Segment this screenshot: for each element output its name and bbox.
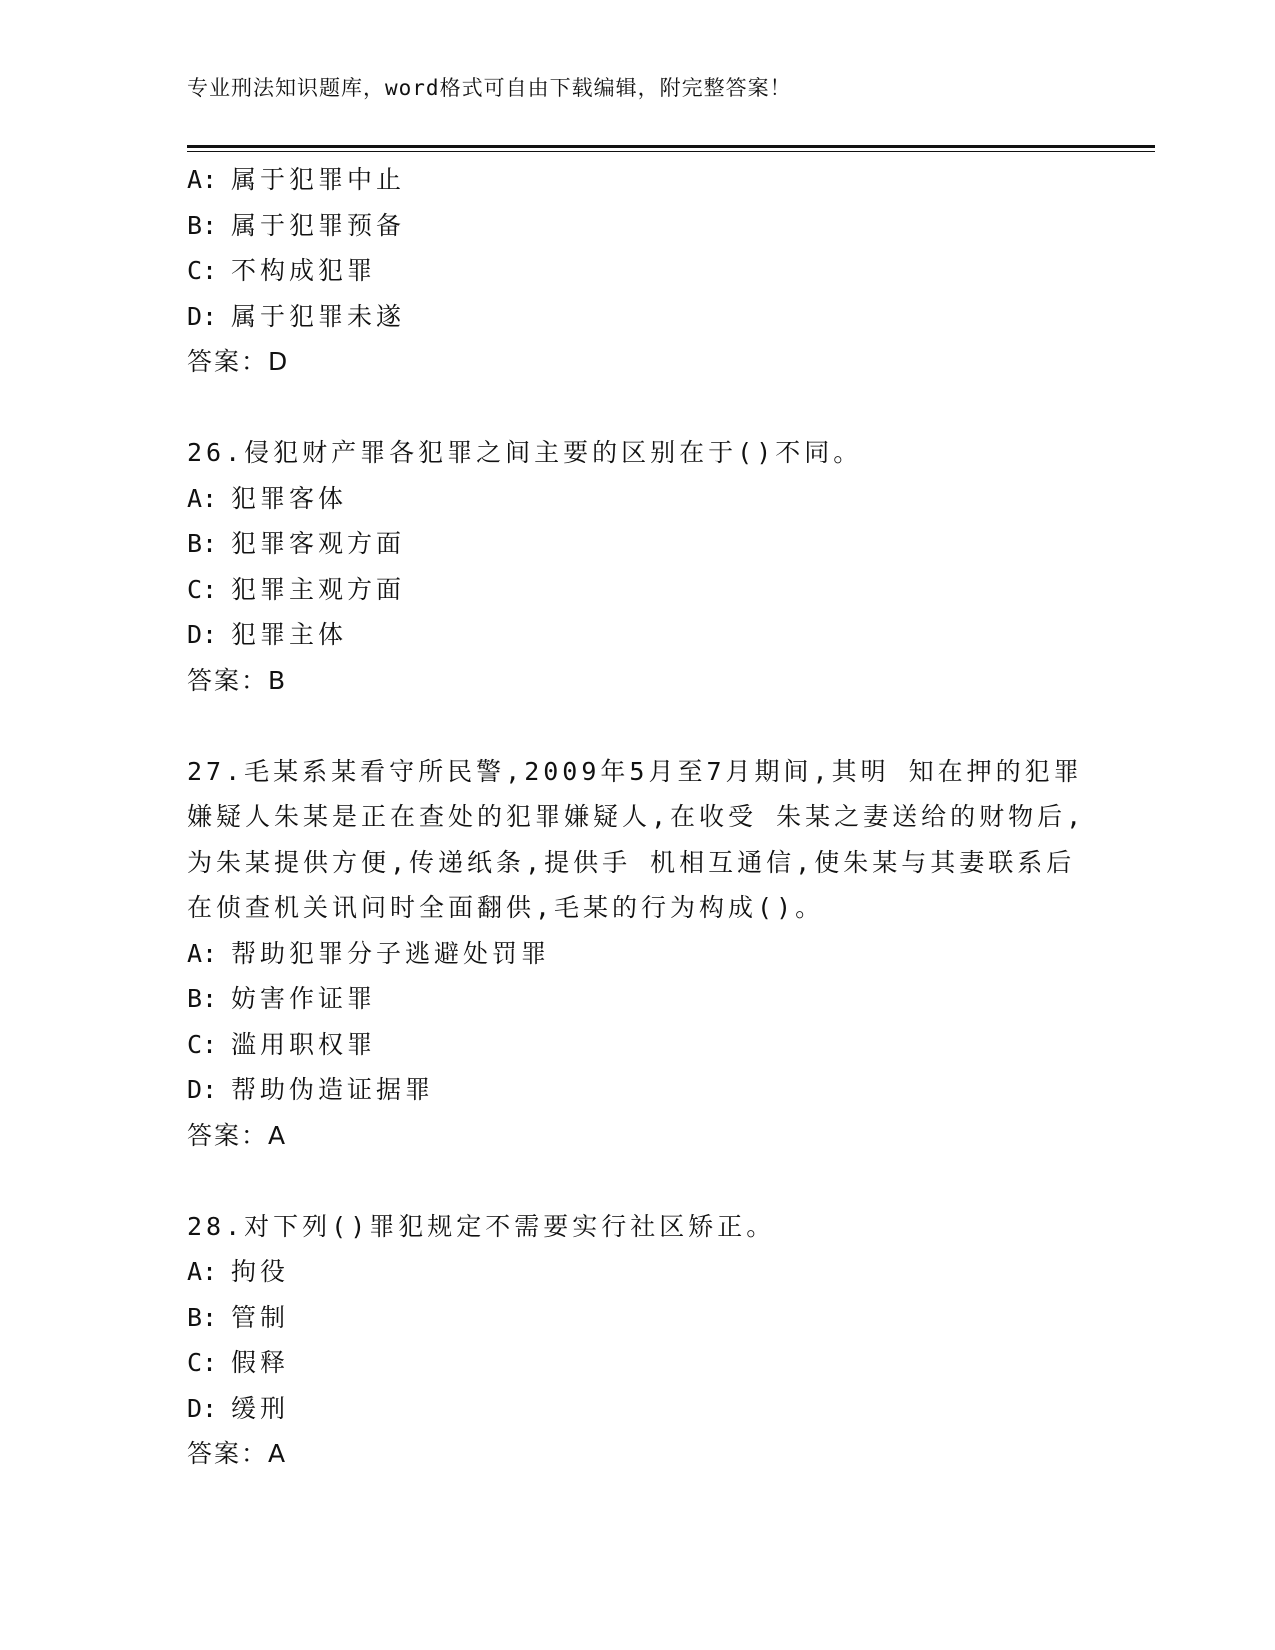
option-a: A: 属于犯罪中止	[187, 165, 406, 194]
option-b: B: 管制	[187, 1302, 290, 1332]
answer-line: 答案：A	[187, 1439, 288, 1468]
answer-line: 答案：B	[187, 665, 288, 695]
option-d: D: 缓刑	[187, 1393, 290, 1423]
header-rule-thick	[187, 145, 1155, 148]
option-c: C: 犯罪主观方面	[187, 574, 406, 604]
question-26	[187, 430, 1147, 703]
option-c: C: 不构成犯罪	[187, 256, 377, 285]
option-d: D: 属于犯罪未遂	[187, 301, 406, 331]
option-b: B: 属于犯罪预备	[187, 210, 406, 240]
question-stem: 26.侵犯财产罪各犯罪之间主要的区别在于()不同。	[187, 438, 863, 467]
answer-line: 答案：A	[187, 1120, 288, 1150]
question-stem: 28.对下列()罪犯规定不需要实行社区矫正。	[187, 1211, 776, 1241]
option-b: B: 犯罪客观方面	[187, 529, 406, 558]
option-c: C: 假释	[187, 1348, 290, 1377]
question-25-options	[187, 157, 1147, 385]
question-stem: 27.毛某系某看守所民警,2009年5月至7月期间,其明 知在押的犯罪	[187, 756, 1083, 786]
question-stem: 嫌疑人朱某是正在查处的犯罪嫌疑人,在收受 朱某之妻送给的财物后,	[187, 802, 1086, 831]
question-28	[187, 1204, 1147, 1477]
answer-line: 答案：D	[187, 347, 290, 376]
option-b: B: 妨害作证罪	[187, 984, 377, 1013]
header-rule-thin	[187, 151, 1155, 152]
option-a: A: 帮助犯罪分子逃避处罚罪	[187, 938, 551, 968]
question-list	[187, 157, 1147, 1477]
option-a: A: 拘役	[187, 1257, 290, 1286]
question-stem: 为朱某提供方便,传递纸条,提供手 机相互通信,使朱某与其妻联系后	[187, 847, 1076, 877]
question-stem: 在侦查机关讯问时全面翻供,毛某的行为构成()。	[187, 893, 825, 922]
question-27	[187, 749, 1147, 1159]
option-d: D: 犯罪主体	[187, 620, 348, 649]
option-d: D: 帮助伪造证据罪	[187, 1075, 435, 1104]
option-c: C: 滥用职权罪	[187, 1029, 377, 1059]
option-a: A: 犯罪客体	[187, 483, 348, 513]
page-header: 专业刑法知识题库，word格式可自由下载编辑，附完整答案！	[187, 76, 792, 100]
